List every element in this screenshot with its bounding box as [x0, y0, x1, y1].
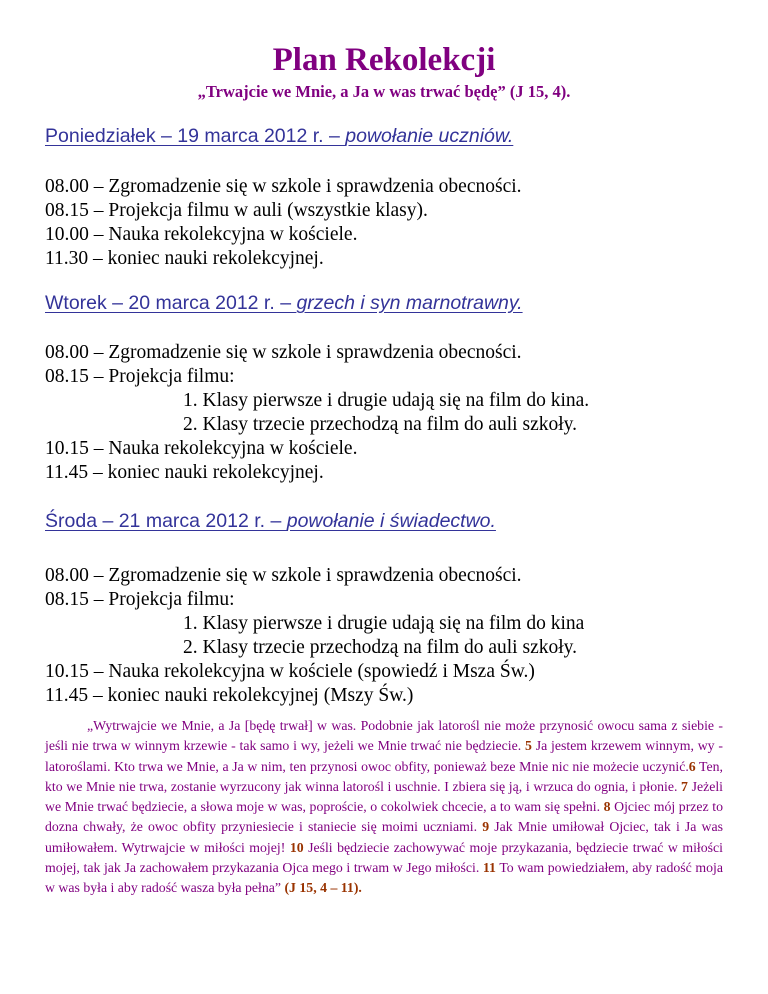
verse-number: 10	[289, 839, 304, 855]
day-date: Wtorek – 20 marca 2012 r. –	[45, 292, 297, 314]
schedule-item: 11.45 – koniec nauki rekolekcyjnej (Mszy Św.)	[45, 685, 414, 706]
schedule-wednesday	[45, 564, 735, 708]
schedule-item: 08.15 – Projekcja filmu:	[45, 366, 235, 387]
page-title: Plan Rekolekcji	[272, 42, 496, 78]
verse-number: 9	[482, 819, 490, 835]
quote-text: To wam powiedziałem, aby radość moja w was była i aby radość wasza była pełna”	[45, 860, 723, 896]
day-theme: powołanie i świadectwo.	[286, 510, 496, 532]
schedule-item: 10.15 – Nauka rekolekcyjna w kościele (spowiedź i Msza Św.)	[45, 661, 535, 682]
schedule-item: 11.45 – koniec nauki rekolekcyjnej.	[45, 462, 324, 483]
day-heading-monday	[45, 123, 513, 149]
day-date: Środa – 21 marca 2012 r. –	[45, 510, 287, 532]
verse-number: 11	[482, 860, 496, 876]
verse-number: 7	[681, 778, 688, 794]
quote-text: Jeżeli we Mnie trwać będziecie, a słowa moje w was, poproście, o cokolwiek chcecie, a to wam się spełni.	[45, 778, 724, 815]
verse-number: 5	[525, 738, 532, 754]
schedule-item: 08.00 – Zgromadzenie się w szkole i sprawdzenia obecności.	[45, 342, 522, 363]
schedule-item: 10.15 – Nauka rekolekcyjna w kościele.	[45, 438, 358, 459]
quote-text: Jak Mnie umiłował Ojciec, tak i Ja was umiłowałem. Wytrwajcie w miłości mojej!	[45, 819, 724, 855]
schedule-tuesday	[45, 341, 735, 485]
quote-text: „Wytrwajcie we Mnie, a Ja [będę trwał] w was. Podobnie jak latorośl nie może przynosić owocu sama z siebie - jeśli nie trwa w winnym krzewie - tak samo i wy, jeżeli we Mnie trwać nie będziecie.	[45, 718, 723, 754]
quote-text: Jeśli będziecie zachowywać moje przykazania, będziecie trwać w miłości mojej, tak jak Ja zachowałem przykazania Ojca mego i trwam w Jego miłości.	[45, 839, 723, 876]
schedule-item: 08.00 – Zgromadzenie się w szkole i sprawdzenia obecności.	[45, 176, 522, 197]
page-subtitle: „Trwajcie we Mnie, a Ja w was trwać będę” (J 15, 4).	[197, 82, 571, 101]
schedule-subitem: 2. Klasy trzecie przechodzą na film do auli szkoły.	[183, 637, 577, 658]
schedule-subitem: 1. Klasy pierwsze i drugie udają się na film do kina	[183, 613, 585, 634]
verse-number: 8	[603, 799, 611, 815]
day-heading-tuesday	[45, 290, 523, 316]
schedule-item: 10.00 – Nauka rekolekcyjna w kościele.	[45, 224, 358, 245]
schedule-item: 08.15 – Projekcja filmu w auli (wszystkie klasy).	[45, 200, 428, 221]
schedule-subitem: 1. Klasy pierwsze i drugie udają się na film do kina.	[183, 390, 590, 411]
schedule-item: 08.15 – Projekcja filmu:	[45, 589, 235, 610]
schedule-item: 11.30 – koniec nauki rekolekcyjnej.	[45, 248, 324, 269]
scripture-quote	[45, 716, 723, 899]
verse-number: 6	[688, 758, 696, 774]
day-heading-wednesday	[45, 508, 496, 534]
schedule-monday	[45, 175, 735, 271]
schedule-subitem: 2. Klasy trzecie przechodzą na film do auli szkoły.	[183, 414, 577, 435]
quote-text: Ojciec mój przez to dozna chwały, że owoc obfity przyniesiecie i staniecie się moimi uczniami.	[45, 799, 723, 835]
quote-text: Ja jestem krzewem winnym, wy - latoroślami. Kto trwa we Mnie, a Ja w nim, ten przynosi owoc obfity, ponieważ beze Mnie nic nie możecie uczynić.	[45, 738, 723, 774]
quote-text: Ten, kto we Mnie nie trwa, zostanie wyrzucony jak winna latorośl i uschnie. I zbiera się ją, i wrzuca do ognia, i płonie.	[45, 758, 723, 794]
verse-number: (J 15, 4 – 11).	[284, 880, 362, 896]
day-date: Poniedziałek – 19 marca 2012 r. –	[45, 125, 346, 147]
day-theme: powołanie uczniów.	[345, 125, 514, 147]
day-theme: grzech i syn marnotrawny.	[296, 292, 523, 314]
schedule-item: 08.00 – Zgromadzenie się w szkole i sprawdzenia obecności.	[45, 565, 522, 586]
